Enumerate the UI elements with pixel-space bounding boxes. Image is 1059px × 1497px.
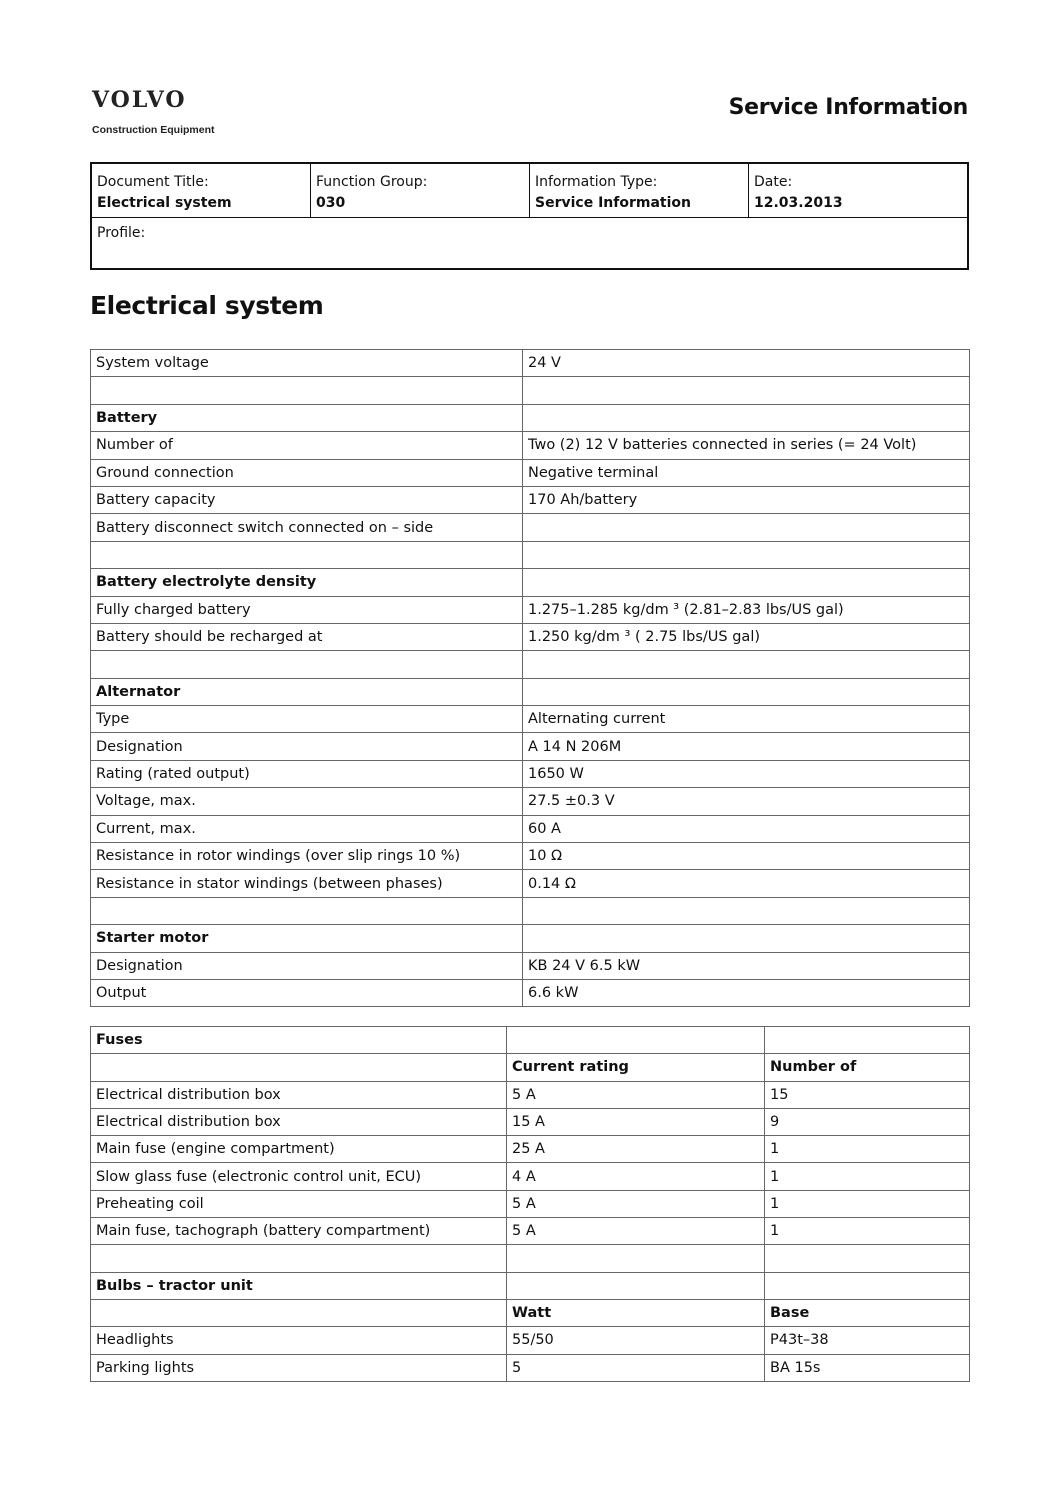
spec-value-cell: 60 A: [523, 815, 970, 842]
table-row: [91, 870, 970, 897]
table-row: [91, 1327, 970, 1354]
fuse-cell-2: [507, 1272, 765, 1299]
fuse-cell-1: [91, 1299, 507, 1326]
table-row: [91, 350, 970, 377]
spec-label-cell: [91, 541, 523, 568]
fuse-cell-1: Headlights: [91, 1327, 507, 1354]
table-row: [91, 733, 970, 760]
table-row: [91, 1163, 970, 1190]
spec-value-cell: 1.275–1.285 kg/dm ³ (2.81–2.83 lbs/US gal): [523, 596, 970, 623]
fuse-cell-3: 1: [765, 1136, 970, 1163]
page-title: Electrical system: [90, 291, 324, 320]
spec-label-cell: System voltage: [91, 350, 523, 377]
document-title-value: Electrical system: [97, 195, 232, 211]
document-info-row: [92, 164, 967, 218]
spec-label-cell: Resistance in stator windings (between phases): [91, 870, 523, 897]
spec-value-cell: [523, 541, 970, 568]
table-row: [91, 925, 970, 952]
table-row: [91, 514, 970, 541]
table-row: [91, 569, 970, 596]
fuse-cell-3: 1: [765, 1163, 970, 1190]
fuse-cell-3: [765, 1245, 970, 1272]
spec-label-cell: Designation: [91, 952, 523, 979]
table-row: [91, 1299, 970, 1326]
spec-label-cell: Output: [91, 979, 523, 1006]
date-cell: [749, 164, 967, 217]
table-row: [91, 760, 970, 787]
fuse-cell-1: Slow glass fuse (electronic control unit, ECU): [91, 1163, 507, 1190]
table-row: [91, 1027, 970, 1054]
document-title-label: Document Title:: [97, 174, 209, 190]
fuse-cell-2: 4 A: [507, 1163, 765, 1190]
fuse-cell-2: Watt: [507, 1299, 765, 1326]
fuse-cell-3: [765, 1027, 970, 1054]
spec-label-cell: Alternator: [91, 678, 523, 705]
table-row: [91, 979, 970, 1006]
table-row: [91, 1108, 970, 1135]
spec-value-cell: [523, 925, 970, 952]
spec-value-cell: 24 V: [523, 350, 970, 377]
spec-label-cell: Battery electrolyte density: [91, 569, 523, 596]
table-row: [91, 897, 970, 924]
fuse-cell-3: P43t–38: [765, 1327, 970, 1354]
fuse-cell-1: Electrical distribution box: [91, 1108, 507, 1135]
fuse-cell-2: 5: [507, 1354, 765, 1381]
brand-subtitle: Construction Equipment: [92, 124, 215, 136]
electrical-spec-table: [90, 349, 970, 1007]
table-row: [91, 815, 970, 842]
spec-value-cell: 1650 W: [523, 760, 970, 787]
table-row: [91, 1190, 970, 1217]
spec-value-cell: Negative terminal: [523, 459, 970, 486]
information-type-label: Information Type:: [535, 174, 658, 190]
spec-label-cell: Type: [91, 706, 523, 733]
table-row: [91, 541, 970, 568]
table-row: [91, 952, 970, 979]
volvo-logo: [92, 88, 215, 136]
spec-label-cell: Battery capacity: [91, 486, 523, 513]
fuse-cell-1: Main fuse (engine compartment): [91, 1136, 507, 1163]
table-row: [91, 651, 970, 678]
spec-label-cell: Fully charged battery: [91, 596, 523, 623]
fuse-cell-1: [91, 1245, 507, 1272]
spec-label-cell: Battery should be recharged at: [91, 623, 523, 650]
table-row: [91, 788, 970, 815]
spec-value-cell: [523, 651, 970, 678]
spec-value-cell: [523, 514, 970, 541]
spec-value-cell: A 14 N 206M: [523, 733, 970, 760]
table-row: [91, 623, 970, 650]
spec-value-cell: [523, 377, 970, 404]
fuse-cell-3: 15: [765, 1081, 970, 1108]
fuse-cell-2: 5 A: [507, 1081, 765, 1108]
spec-value-cell: 0.14 Ω: [523, 870, 970, 897]
spec-value-cell: [523, 678, 970, 705]
table-row: [91, 1218, 970, 1245]
fuse-cell-3: 1: [765, 1218, 970, 1245]
table-row: [91, 1136, 970, 1163]
spec-label-cell: Battery: [91, 404, 523, 431]
information-type-value: Service Information: [535, 195, 691, 211]
header-title: Service Information: [728, 95, 968, 120]
fuse-cell-2: [507, 1027, 765, 1054]
spec-value-cell: 27.5 ±0.3 V: [523, 788, 970, 815]
date-value: 12.03.2013: [754, 195, 843, 211]
table-row: [91, 1054, 970, 1081]
spec-value-cell: [523, 569, 970, 596]
table-row: [91, 596, 970, 623]
spec-label-cell: Ground connection: [91, 459, 523, 486]
table-row: [91, 706, 970, 733]
spec-label-cell: Designation: [91, 733, 523, 760]
date-label: Date:: [754, 174, 793, 190]
spec-label-cell: Number of: [91, 432, 523, 459]
fuse-cell-1: Preheating coil: [91, 1190, 507, 1217]
profile-label: Profile:: [97, 225, 146, 241]
table-row: [91, 1272, 970, 1299]
fuse-cell-1: Main fuse, tachograph (battery compartment): [91, 1218, 507, 1245]
spec-value-cell: 10 Ω: [523, 843, 970, 870]
spec-value-cell: Alternating current: [523, 706, 970, 733]
function-group-label: Function Group:: [316, 174, 428, 190]
spec-value-cell: 170 Ah/battery: [523, 486, 970, 513]
fuse-cell-1: [91, 1054, 507, 1081]
fuse-cell-3: [765, 1272, 970, 1299]
spec-label-cell: Battery disconnect switch connected on – side: [91, 514, 523, 541]
spec-label-cell: [91, 651, 523, 678]
table-row: [91, 1081, 970, 1108]
spec-value-cell: [523, 404, 970, 431]
fuse-cell-3: Number of: [765, 1054, 970, 1081]
fuse-cell-2: 5 A: [507, 1218, 765, 1245]
spec-value-cell: 1.250 kg/dm ³ ( 2.75 lbs/US gal): [523, 623, 970, 650]
spec-value-cell: 6.6 kW: [523, 979, 970, 1006]
fuse-cell-1: Bulbs – tractor unit: [91, 1272, 507, 1299]
table-row: [91, 404, 970, 431]
table-row: [91, 1245, 970, 1272]
table-row: [91, 432, 970, 459]
fuse-cell-1: Electrical distribution box: [91, 1081, 507, 1108]
spec-value-cell: [523, 897, 970, 924]
spec-label-cell: Resistance in rotor windings (over slip rings 10 %): [91, 843, 523, 870]
function-group-value: 030: [316, 195, 346, 211]
spec-label-cell: Current, max.: [91, 815, 523, 842]
brand-wordmark: VOLVO: [92, 87, 187, 113]
fuse-cell-3: 1: [765, 1190, 970, 1217]
fuse-cell-2: 5 A: [507, 1190, 765, 1217]
spec-label-cell: Rating (rated output): [91, 760, 523, 787]
spec-value-cell: KB 24 V 6.5 kW: [523, 952, 970, 979]
fuse-cell-2: [507, 1245, 765, 1272]
spec-label-cell: Starter motor: [91, 925, 523, 952]
function-group-cell: [311, 164, 530, 217]
fuse-cell-1: Fuses: [91, 1027, 507, 1054]
information-type-cell: [530, 164, 749, 217]
fuse-cell-3: BA 15s: [765, 1354, 970, 1381]
spec-label-cell: [91, 377, 523, 404]
fuse-cell-2: Current rating: [507, 1054, 765, 1081]
table-row: [91, 678, 970, 705]
spec-value-cell: Two (2) 12 V batteries connected in series (= 24 Volt): [523, 432, 970, 459]
fuse-cell-2: 15 A: [507, 1108, 765, 1135]
fuse-cell-2: 25 A: [507, 1136, 765, 1163]
spec-label-cell: [91, 897, 523, 924]
document-title-cell: [92, 164, 311, 217]
table-row: [91, 377, 970, 404]
table-row: [91, 459, 970, 486]
fuse-cell-2: 55/50: [507, 1327, 765, 1354]
table-row: [91, 486, 970, 513]
table-row: [91, 1354, 970, 1381]
document-info-box: [90, 162, 969, 270]
fuse-cell-1: Parking lights: [91, 1354, 507, 1381]
spec-label-cell: Voltage, max.: [91, 788, 523, 815]
fuse-cell-3: Base: [765, 1299, 970, 1326]
fuse-cell-3: 9: [765, 1108, 970, 1135]
fuses-bulbs-table: [90, 1026, 970, 1382]
table-row: [91, 843, 970, 870]
